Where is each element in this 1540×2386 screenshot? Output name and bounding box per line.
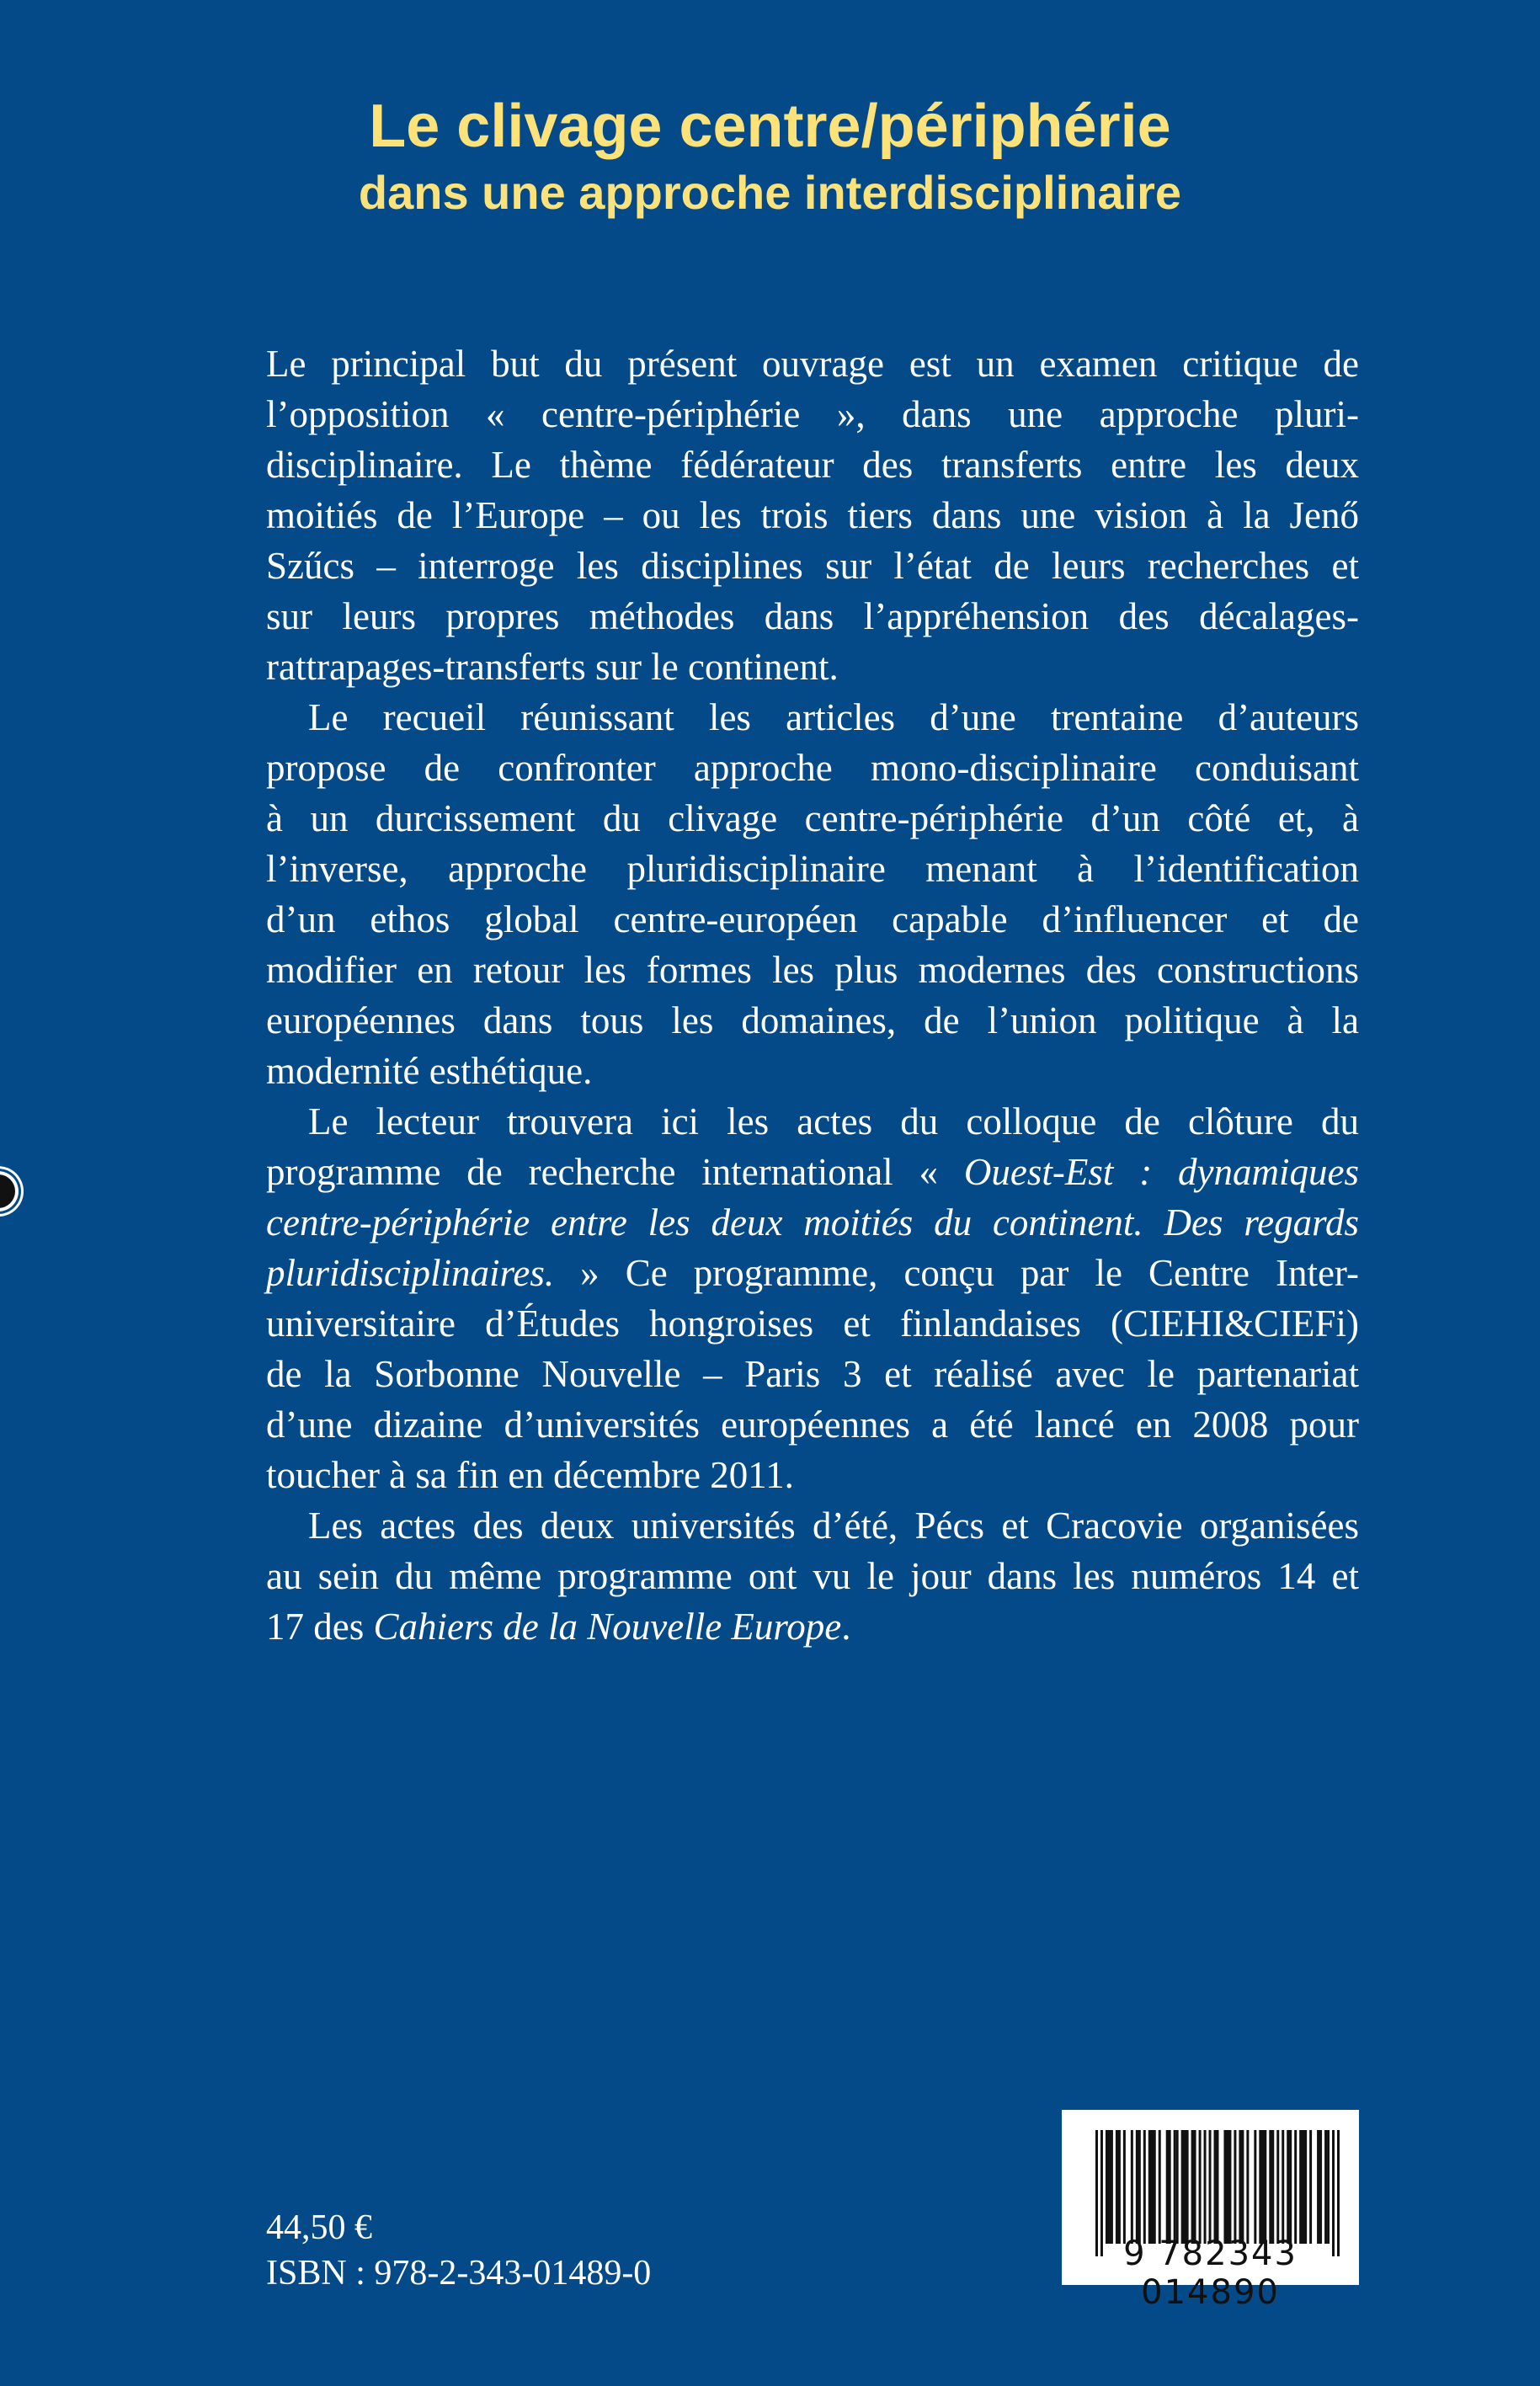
barcode-bar (1176, 2130, 1179, 2244)
book-subtitle: dans une approche interdisciplinaire (358, 166, 1182, 219)
text-line (266, 1450, 1359, 1500)
paragraph (266, 1500, 1359, 1652)
paragraph (266, 692, 1359, 1096)
text-line (266, 439, 1359, 490)
barcode-bar (1223, 2130, 1231, 2244)
text-segment: pluridisciplinaires. (266, 1252, 555, 1294)
text-segment: de la Sorbonne Nouvelle – Paris 3 et réalisé avec le partenariat (266, 1353, 1359, 1395)
text-segment: sur leurs propres méthodes dans l’appréhension des décalages- (266, 595, 1359, 637)
text-line (266, 338, 1359, 389)
book-title: Le clivage centre/périphérie (369, 93, 1171, 160)
text-segment: disciplinaire. Le thème fédérateur des transferts entre les deux (266, 444, 1359, 486)
text-line (266, 995, 1359, 1046)
text-line (266, 894, 1359, 945)
barcode-bar (1166, 2130, 1171, 2244)
text-line (266, 1601, 1359, 1652)
text-line (266, 1298, 1359, 1349)
barcode-bar (1299, 2130, 1307, 2244)
barcode-bar (1276, 2130, 1279, 2244)
text-segment: moitiés de l’Europe – ou les trois tiers dans une vision à la Jenő (266, 494, 1359, 536)
barcode-bar (1214, 2130, 1219, 2244)
text-line (266, 1096, 1359, 1147)
text-line (266, 793, 1359, 844)
text-segment: l’inverse, approche pluridisciplinaire menant à l’identification (266, 848, 1359, 890)
barcode-bar (1209, 2130, 1212, 2244)
text-segment: modifier en retour les formes les plus modernes des constructions (266, 949, 1359, 991)
barcode-bar (1327, 2130, 1330, 2244)
text-line (266, 1197, 1359, 1248)
text-segment: propose de confronter approche mono-disciplinaire conduisant (266, 747, 1359, 789)
text-line (266, 1349, 1359, 1399)
text-line (266, 945, 1359, 995)
text-line (266, 1147, 1359, 1197)
text-line (266, 1248, 1359, 1298)
text-segment: toucher à sa fin en décembre 2011. (266, 1454, 794, 1496)
barcode-bar (1106, 2130, 1113, 2244)
text-segment: Les actes des deux universités d’été, Pécs et Cracovie organisées (308, 1505, 1359, 1547)
text-segment: centre-périphérie entre les deux moitiés du continent. Des regards (266, 1201, 1359, 1244)
barcode-bar (1143, 2130, 1146, 2244)
barcode-bar (1309, 2130, 1312, 2244)
barcode-bar (1259, 2130, 1266, 2244)
barcode-bar (1116, 2130, 1121, 2244)
barcode-bar (1123, 2130, 1126, 2244)
barcode-bar (1181, 2130, 1189, 2244)
text-line (266, 1046, 1359, 1096)
text-segment: Szűcs – interroge les disciplines sur l’état de leurs recherches et (266, 545, 1359, 587)
barcode-bar (1254, 2130, 1256, 2244)
barcode-bar (1136, 2130, 1141, 2244)
barcode (1062, 2110, 1359, 2312)
registration-mark-icon (0, 1174, 15, 1208)
blurb-text (266, 338, 1359, 1652)
text-segment: Le recueil réunissant les articles d’une trentaine d’auteurs (308, 696, 1359, 738)
barcode-bar (1204, 2130, 1207, 2244)
barcode-bar (1234, 2130, 1236, 2244)
text-line (266, 1500, 1359, 1551)
text-segment: au sein du même programme ont vu le jour dans les numéros 14 et (266, 1555, 1359, 1597)
text-segment: d’un ethos global centre-européen capable d’influencer et de (266, 898, 1359, 940)
isbn: ISBN : 978-2-343-01489-0 (266, 2254, 652, 2293)
barcode-number: 9 782343 014890 (1123, 2234, 1298, 2312)
text-line (266, 490, 1359, 541)
text-segment: d’une dizaine d’universités européennes a été lancé en 2008 pour (266, 1403, 1359, 1446)
text-segment: » Ce programme, conçu par le Centre Inter- (554, 1252, 1359, 1294)
paragraph (266, 338, 1359, 692)
text-segment: l’opposition « centre-périphérie », dans une approche pluri- (266, 393, 1359, 435)
text-segment: 17 des (266, 1606, 374, 1648)
barcode-bar (1199, 2130, 1202, 2244)
text-line (266, 1551, 1359, 1601)
text-line (266, 389, 1359, 439)
barcode-bar (1269, 2130, 1274, 2244)
text-segment: Ouest-Est : dynamiques (963, 1151, 1359, 1193)
text-line (266, 1399, 1359, 1450)
barcode-bar (1174, 2130, 1176, 2244)
text-line (266, 844, 1359, 894)
text-line (266, 743, 1359, 793)
barcode-bar (1159, 2130, 1161, 2244)
barcode-bar (1148, 2130, 1156, 2244)
text-segment: Le lecteur trouvera ici les actes du colloque de clôture du (308, 1100, 1359, 1142)
text-segment: rattrapages-transferts sur le continent. (266, 646, 839, 688)
barcode-bar (1239, 2130, 1244, 2244)
text-segment: à un durcissement du clivage centre-périphérie d’un côté et, à (266, 797, 1359, 839)
text-segment: programme de recherche international « (266, 1151, 964, 1193)
price: 44,50 € (266, 2208, 372, 2247)
text-line (266, 541, 1359, 591)
text-segment: . (841, 1606, 851, 1648)
text-line (266, 692, 1359, 743)
barcode-bar (1317, 2130, 1322, 2244)
text-line (266, 642, 1359, 692)
barcode-bar (1287, 2130, 1292, 2244)
barcode-bar (1191, 2130, 1196, 2244)
text-line (266, 591, 1359, 642)
barcode-bar (1246, 2130, 1249, 2244)
barcode-bar (1294, 2130, 1297, 2244)
text-segment: européennes dans tous les domaines, de l’union politique à la (266, 999, 1359, 1041)
text-segment: Cahiers de la Nouvelle Europe (373, 1606, 842, 1648)
barcode-bar (1324, 2130, 1327, 2244)
text-segment: modernité esthétique. (266, 1050, 593, 1092)
paragraph (266, 1096, 1359, 1500)
barcode-bar (1282, 2130, 1284, 2244)
text-segment: Le principal but du présent ouvrage est un examen critique de (266, 343, 1359, 385)
text-segment: universitaire d’Études hongroises et finlandaises (CIEHI&CIEFi) (266, 1302, 1359, 1345)
barcode-bar (1131, 2130, 1133, 2244)
